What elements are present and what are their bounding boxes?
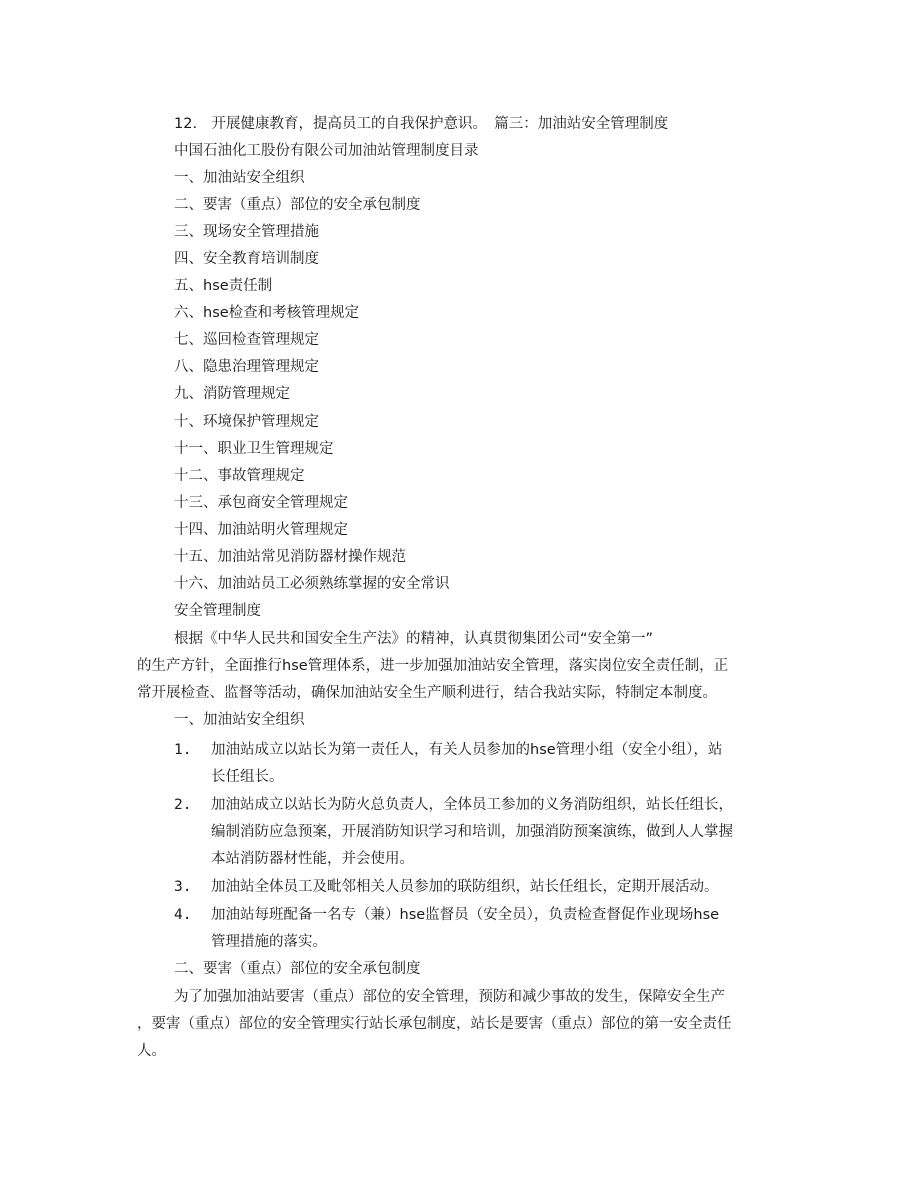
toc-item: 十、环境保护管理规定 xyxy=(174,414,319,430)
list-item-line: 加油站成立以站长为第一责任人，有关人员参加的hse管理小组（安全小组），站 xyxy=(211,742,723,758)
list-item-number: 2. xyxy=(174,797,192,813)
toc-item: 十三、承包商安全管理规定 xyxy=(174,495,348,511)
list-item-line: 本站消防器材性能，并会使用。 xyxy=(211,851,414,867)
list-item-number: 3. xyxy=(174,879,192,895)
paragraph-line: 为了加强加油站要害（重点）部位的安全管理，预防和减少事故的发生，保障安全生产 xyxy=(174,989,725,1005)
toc-item: 九、消防管理规定 xyxy=(174,386,290,402)
list-item-line: 加油站全体员工及毗邻相关人员参加的联防组织，站长任组长，定期开展活动。 xyxy=(211,879,719,895)
list-item-number: 4. xyxy=(174,907,192,923)
section-heading: 二、要害（重点）部位的安全承包制度 xyxy=(174,961,421,977)
toc-item: 六、hse检查和考核管理规定 xyxy=(174,305,360,321)
list-item-line: 加油站成立以站长为防火总负责人，全体员工参加的义务消防组织，站长任组长， xyxy=(211,797,733,813)
list-item-line: 加油站每班配备一名专（兼）hse监督员（安全员），负责检查督促作业现场hse xyxy=(211,907,720,923)
text-line: 12. 开展健康教育，提高员工的自我保护意识。 篇三：加油站安全管理制度 xyxy=(174,116,669,132)
paragraph-line: 根据《中华人民共和国安全生产法》的精神，认真贯彻集团公司“安全第一” xyxy=(174,631,654,647)
toc-item: 二、要害（重点）部位的安全承包制度 xyxy=(174,197,421,213)
toc-item: 五、hse责任制 xyxy=(174,278,273,294)
toc-item: 三、现场安全管理措施 xyxy=(174,224,319,240)
toc-title: 中国石油化工股份有限公司加油站管理制度目录 xyxy=(174,143,479,159)
paragraph-line: ，要害（重点）部位的安全管理实行站长承包制度，站长是要害（重点）部位的第一安全责任 xyxy=(137,1016,732,1032)
paragraph-line: 人。 xyxy=(137,1043,166,1059)
toc-item: 十六、加油站员工必须熟练掌握的安全常识 xyxy=(174,576,450,592)
toc-item: 八、隐患治理管理规定 xyxy=(174,359,319,375)
list-item-line: 编制消防应急预案，开展消防知识学习和培训，加强消防预案演练，做到人人掌握 xyxy=(211,824,733,840)
toc-item: 一、加油站安全组织 xyxy=(174,170,305,186)
toc-item: 十四、加油站明火管理规定 xyxy=(174,522,348,538)
list-item-number: 1. xyxy=(174,742,192,758)
toc-item: 十一、职业卫生管理规定 xyxy=(174,441,334,457)
list-item-line: 长任组长。 xyxy=(211,769,284,785)
section-title: 安全管理制度 xyxy=(174,603,261,619)
paragraph-line: 的生产方针，全面推行hse管理体系，进一步加强加油站安全管理，落实岗位安全责任制，正 xyxy=(137,658,729,674)
list-item-line: 管理措施的落实。 xyxy=(211,934,327,950)
toc-item: 十五、加油站常见消防器材操作规范 xyxy=(174,549,406,565)
toc-item: 十二、事故管理规定 xyxy=(174,468,305,484)
toc-item: 四、安全教育培训制度 xyxy=(174,251,319,267)
toc-item: 七、巡回检查管理规定 xyxy=(174,332,319,348)
section-heading: 一、加油站安全组织 xyxy=(174,712,305,728)
paragraph-line: 常开展检查、监督等活动，确保加油站安全生产顺利进行，结合我站实际，特制定本制度。 xyxy=(137,685,717,701)
